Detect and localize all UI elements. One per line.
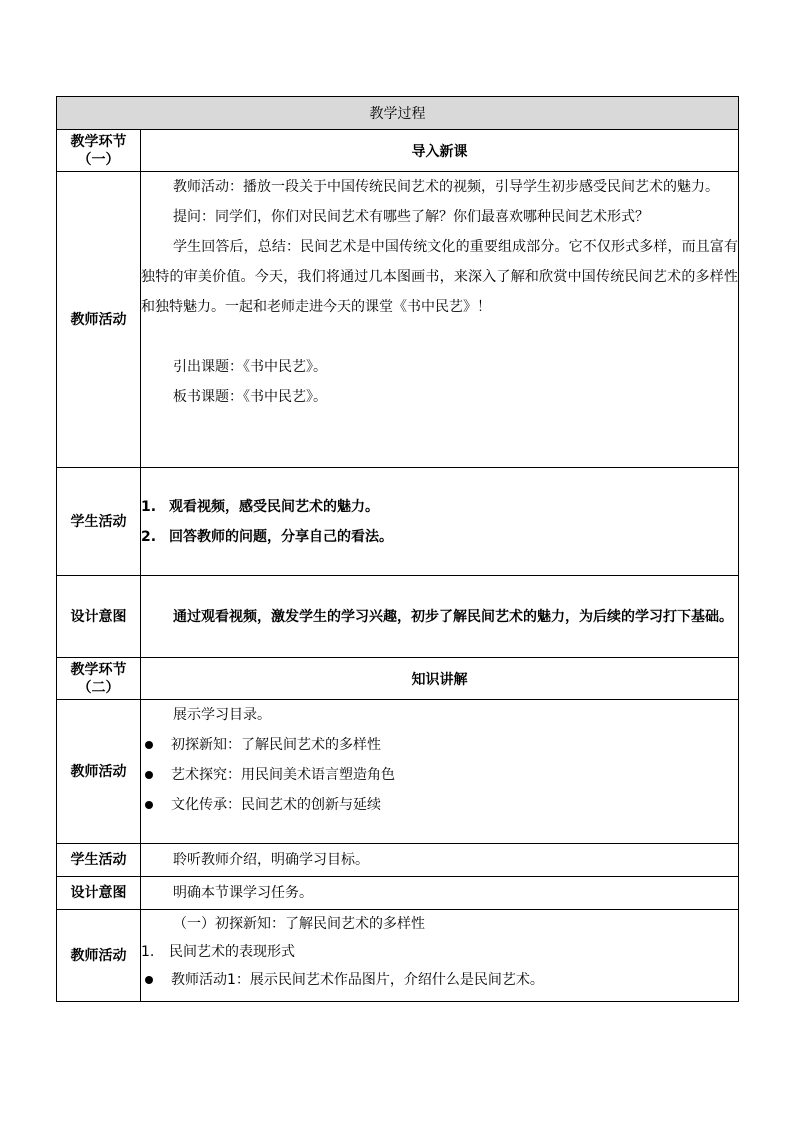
teacher-para-1: 教师活动：播放一段关于中国传统民间艺术的视频，引导学生初步感受民间艺术的魅力。 xyxy=(173,179,719,195)
section2-student-content xyxy=(141,844,739,877)
student-text: 聆听教师介绍，明确学习目标。 xyxy=(173,852,369,868)
section1-teacher-content xyxy=(141,172,739,468)
subsection-heading: （一）初探新知：了解民间艺术的多样性 xyxy=(173,916,425,932)
section2-student-label: 学生活动 xyxy=(57,844,141,877)
bullet-icon xyxy=(145,771,153,779)
section2-design-label: 设计意图 xyxy=(57,877,141,910)
teacher-para-3: 学生回答后，总结：民间艺术是中国传统文化的重要组成部分。它不仅形式多样，而且富有独特的审美价值。今天，我们将通过几本图画书，来深入了解和欣赏中国传统民间艺术的多样性和独特魅力。一起和老师走进今天的课堂《书中民艺》！ xyxy=(141,239,738,315)
directory-item-1: 初探新知：了解民间艺术的多样性 xyxy=(141,730,738,760)
design-text: 通过观看视频，激发学生的学习兴趣，初步了解民间艺术的魅力，为后续的学习打下基础。 xyxy=(173,608,733,625)
student-item-2: 2. 回答教师的问题，分享自己的看法。 xyxy=(141,528,393,545)
section3-teacher-label: 教师活动 xyxy=(57,910,141,1002)
teacher-para-4: 引出课题：《书中民艺》。 xyxy=(173,359,327,375)
section1-student-label: 学生活动 xyxy=(57,468,141,576)
section1-design-label: 设计意图 xyxy=(57,576,141,658)
numbered-item: 1. 民间艺术的表现形式 xyxy=(141,944,295,960)
section1-label: 教学环节（一） xyxy=(57,130,141,172)
directory-item-2: 艺术探究：用民间美术语言塑造角色 xyxy=(141,760,738,790)
bullet-icon xyxy=(145,741,153,749)
section2-title: 知识讲解 xyxy=(141,658,739,700)
table-header: 教学过程 xyxy=(57,97,739,130)
bullet-icon xyxy=(145,976,153,984)
teacher-para-2: 提问：同学们，你们对民间艺术有哪些了解？你们最喜欢哪种民间艺术形式？ xyxy=(173,209,649,225)
teacher-para-5: 板书课题：《书中民艺》。 xyxy=(173,389,327,405)
design-text-2: 明确本节课学习任务。 xyxy=(173,885,313,901)
section1-student-content xyxy=(141,468,739,576)
bullet-icon xyxy=(145,801,153,809)
student-item-1: 1. 观看视频，感受民间艺术的魅力。 xyxy=(141,498,379,515)
section3-teacher-content xyxy=(141,910,739,1002)
section1-design-content xyxy=(141,576,739,658)
bullet-item: 教师活动1：展示民间艺术作品图片，介绍什么是民间艺术。 xyxy=(141,966,738,994)
section2-label: 教学环节（二） xyxy=(57,658,141,700)
section1-title: 导入新课 xyxy=(141,130,739,172)
section2-teacher-content xyxy=(141,700,739,844)
spacer xyxy=(141,322,738,352)
section1-teacher-label: 教师活动 xyxy=(57,172,141,468)
directory-intro: 展示学习目录。 xyxy=(173,707,271,723)
lesson-table xyxy=(56,96,739,1002)
section2-teacher-label: 教师活动 xyxy=(57,700,141,844)
directory-item-3: 文化传承：民间艺术的创新与延续 xyxy=(141,790,738,820)
section2-design-content xyxy=(141,877,739,910)
